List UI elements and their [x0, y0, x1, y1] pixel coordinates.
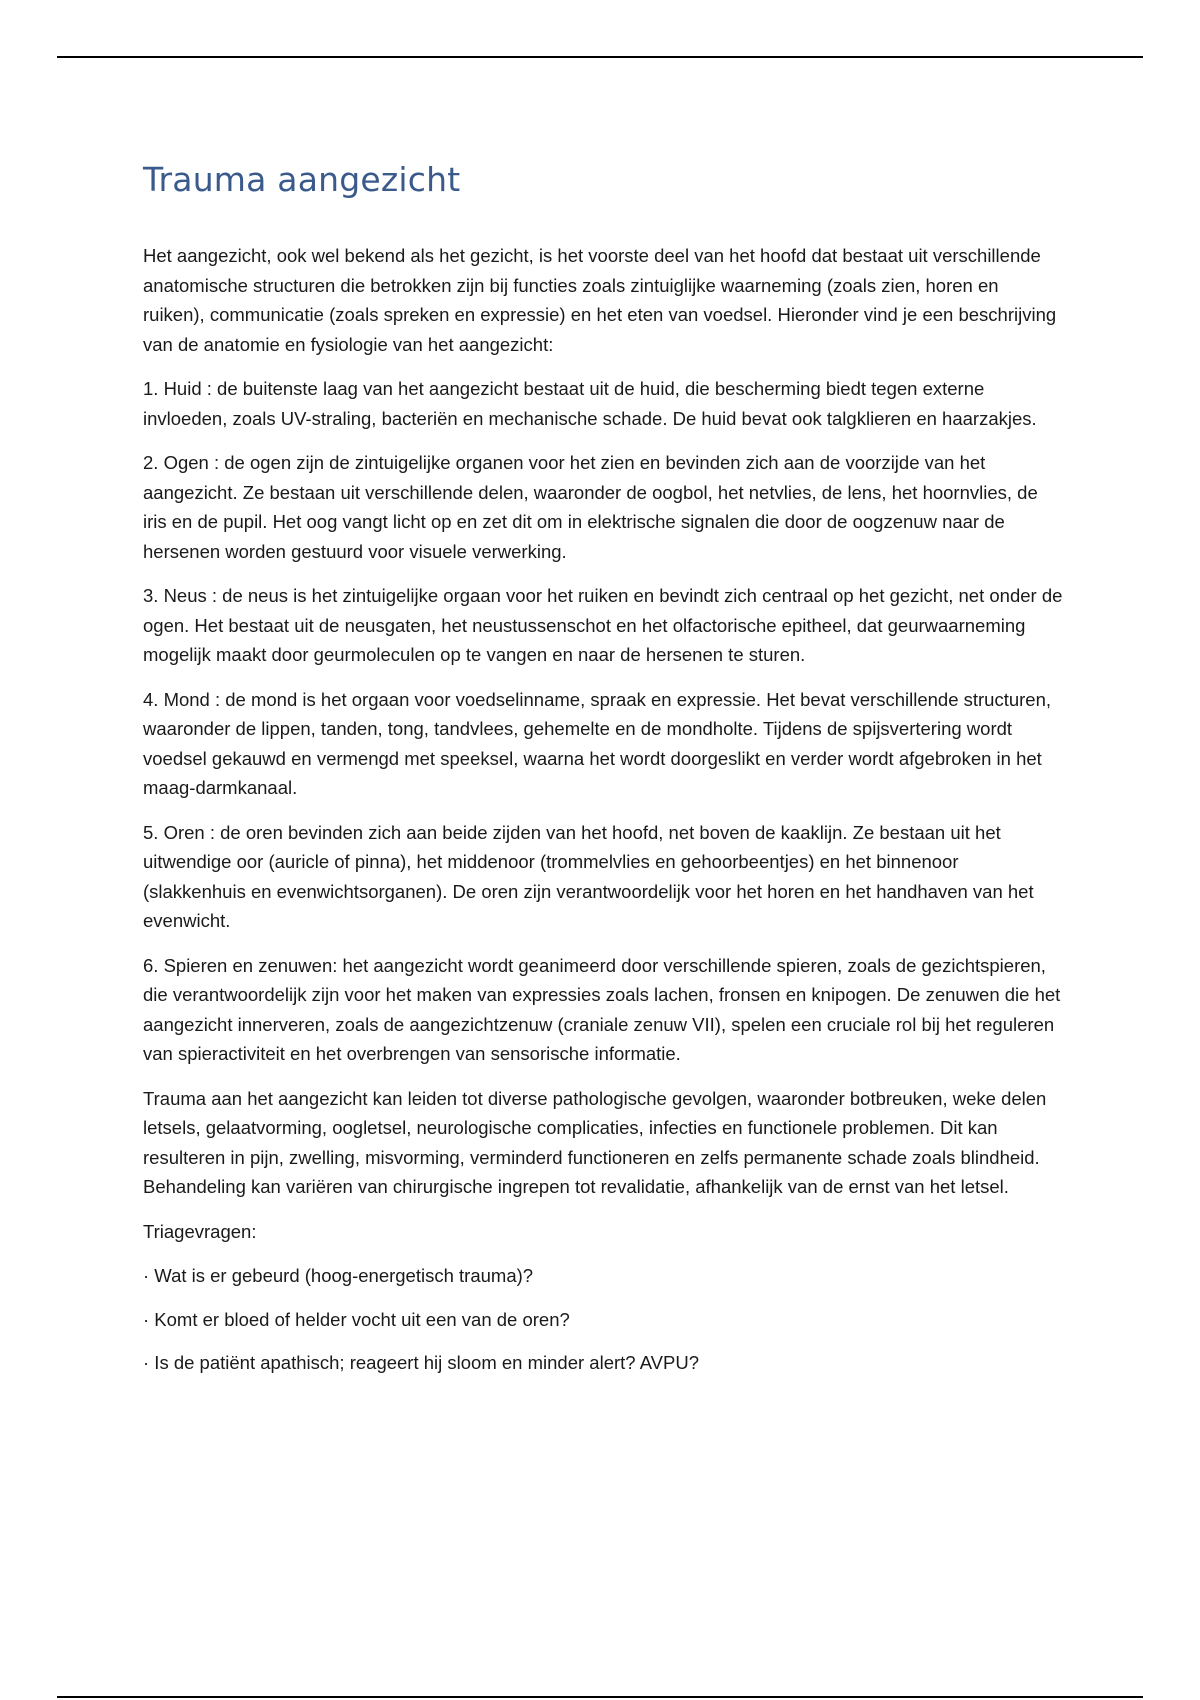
paragraph-ogen: 2. Ogen : de ogen zijn de zintuigelijke organen voor het zien en bevinden zich aan de voorzijde van het aangezicht. Ze bestaan uit verschillende delen, waaronder de oogbol, het netvlies, de lens, het hoornvlies, de iris en de pupil. Het oog vangt licht op en zet dit om in elektrische signalen die door de oogzenuw naar de hersenen worden gestuurd voor visuele verwerking. — [143, 452, 1038, 562]
paragraph-intro: Het aangezicht, ook wel bekend als het gezicht, is het voorste deel van het hoofd dat bestaat uit verschillende anatomische structuren die betrokken zijn bij functies zoals zintuiglijke waarneming (zoals zien, horen en ruiken), communicatie (zoals spreken en expressie) en het eten van voedsel. Hieronder vind je een beschrijving van de anatomie en fysiologie van het aangezicht: — [143, 245, 1057, 355]
document-body — [143, 160, 1063, 1392]
paragraph-oren: 5. Oren : de oren bevinden zich aan beide zijden van het hoofd, net boven de kaaklijn. Ze bestaan uit het uitwendige oor (auricle of pinna), het middenoor (trommelvlies en gehoorbeentjes) en het binnenoor (slakkenhuis en evenwichtsorganen). De oren zijn verantwoordelijk voor het horen en het handhaven van het evenwicht. — [143, 821, 1034, 931]
paragraph-huid: 1. Huid : de buitenste laag van het aangezicht bestaat uit de huid, die bescherming biedt tegen externe invloeden, zoals UV-straling, bacteriën en mechanische schade. De huid bevat ook talgklieren en haarzakjes. — [143, 378, 1037, 429]
paragraph-mond: 4. Mond : de mond is het orgaan voor voedselinname, spraak en expressie. Het bevat verschillende structuren, waaronder de lippen, tanden, tong, tandvlees, gehemelte en de mondholte. Tijdens de spijsvertering wordt voedsel gekauwd en vermengd met speeksel, waarna het wordt doorgeslikt en verder wordt afgebroken in het maag-darmkanaal. — [143, 688, 1052, 798]
paragraph-trauma: Trauma aan het aangezicht kan leiden tot diverse pathologische gevolgen, waaronder botbreuken, weke delen letsels, gelaatvorming, oogletsel, neurologische complicaties, infecties en functionele problemen. Dit kan resulteren in pijn, zwelling, misvorming, verminderd functioneren en zelfs permanente schade zoals blindheid. Behandeling kan variëren van chirurgische ingrepen tot revalidatie, afhankelijk van de ernst van het letsel. — [143, 1087, 1047, 1197]
document-title: Trauma aangezicht — [143, 160, 461, 199]
footer-rule — [57, 1696, 1143, 1698]
paragraph-spieren-zenuwen: 6. Spieren en zenuwen: het aangezicht wordt geanimeerd door verschillende spieren, zoals de gezichtspieren, die verantwoordelijk zijn voor het maken van expressies zoals lachen, fronsen en knipogen. De zenuwen die het aangezicht innerveren, zoals de aangezichtzenuw (craniale zenuw VII), spelen een cruciale rol bij het reguleren van spieractiviteit en het overbrengen van sensorische informatie. — [143, 954, 1061, 1064]
triage-question: · Wat is er gebeurd (hoog-energetisch trauma)? — [143, 1265, 534, 1286]
triage-question: · Komt er bloed of helder vocht uit een van de oren? — [143, 1308, 570, 1330]
triage-heading: Triagevragen: — [143, 1220, 257, 1242]
header-rule — [57, 56, 1143, 58]
paragraph-neus: 3. Neus : de neus is het zintuigelijke orgaan voor het ruiken en bevindt zich centraal op het gezicht, net onder de ogen. Het bestaat uit de neusgaten, het neustussenschot en het olfactorische epitheel, dat geurwaarneming mogelijk maakt door geurmoleculen op te vangen en naar de hersenen te sturen. — [143, 585, 1063, 665]
triage-question: · Is de patiënt apathisch; reageert hij sloom en minder alert? AVPU? — [143, 1352, 699, 1373]
